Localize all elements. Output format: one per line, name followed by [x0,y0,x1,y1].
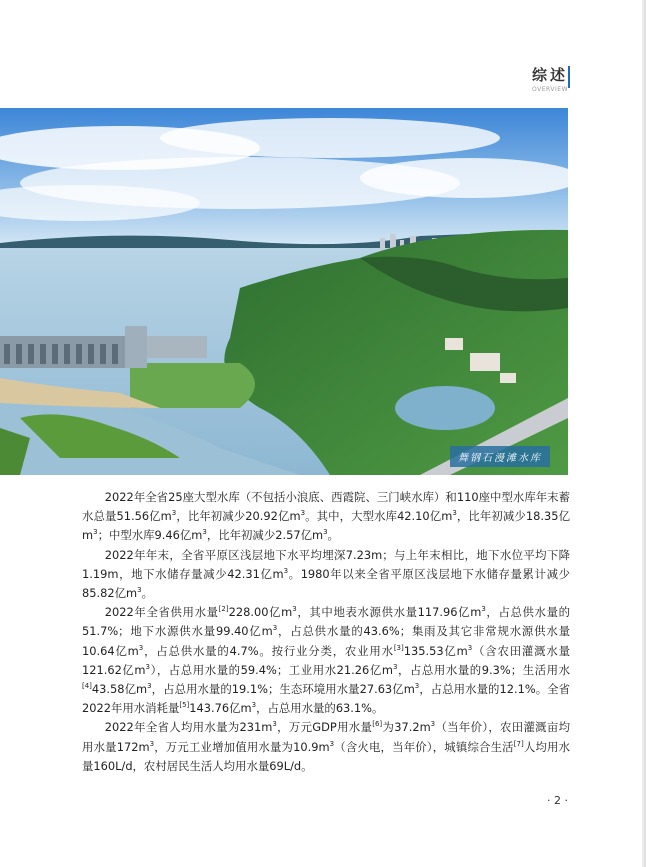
section-title: 综述 [531,66,568,84]
text-span: 2022年年末，全省平原区浅层地下水平均埋深7.23m；与上年末相比，地下水位平均下降1.19m，地下水储存量减少42.31亿m [82,547,570,581]
paragraph-water-supply [82,603,570,718]
text-span: ，占总用水量的19.1%；生态环境用水量27.63亿m [151,682,415,697]
superscript: 3 [251,701,257,710]
text-span: ，比年初减少18.35亿m [82,509,570,543]
text-span: ，占总用水量的9.3%；生活用水 [397,662,570,677]
text-span: ，比年初减少2.57亿m [206,528,324,543]
superscript: 3 [137,586,142,595]
footnote-ref[interactable]: [3] [393,643,404,652]
text-span: ，占总供水量的51.7%；地下水源供水量99.40亿m [82,605,571,639]
text-span: 43.58亿m [91,682,148,697]
superscript: 3 [392,663,398,672]
superscript: 3 [329,739,335,748]
footnote-ref[interactable]: [7] [513,739,524,748]
text-span: ，比年初减少20.92亿m [176,509,301,524]
superscript: 3 [292,605,297,614]
superscript: 3 [481,605,486,614]
text-span: 2022年全省人均用水量为231m [104,720,273,735]
text-span: ），占总用水量的59.4%；工业用水21.26亿m [149,662,393,677]
text-span: 。 [141,586,153,601]
text-span: 。1980年以来全省平原区浅层地下水储存量累计减少85.82亿m [82,566,570,601]
text-span: 228.00亿m [228,605,293,620]
text-span: 2022年全省25座大型水库（不包括小浪底、西霞院、三门峡水库）和110座中型水库年末蓄水总量51.56亿m [82,490,570,524]
superscript: 3 [171,509,177,518]
page-edge [642,0,646,867]
superscript: 3 [93,528,98,537]
footnote-ref[interactable]: [6] [372,720,383,729]
text-span: ，占总供水量的43.6%；集雨及其它非常规水源供水量10.64亿m [82,624,570,658]
text-span: 。其中，大型水库42.10亿m [305,509,453,524]
text-span: 2022年全省供用水量 [104,605,219,620]
superscript: 3 [467,643,473,652]
text-span: 。 [327,528,339,543]
text-span: ，万元GDP用水量 [276,720,373,735]
header-accent-bar [568,66,570,88]
superscript: 3 [272,720,277,729]
text-span: ，万元工业增加值用水量为10.9m [154,739,330,754]
superscript: 3 [272,624,278,633]
text-span: ，占总供水量的4.7%。按行业分类，农业用水 [143,643,394,658]
superscript: 3 [283,567,289,576]
text-span: 为37.2m [382,720,431,735]
footnote-ref[interactable]: [4] [82,682,92,691]
text-span: 人均用水量160L/d，农村居民生活人均用水量69L/d。 [82,739,570,773]
text-span: ，占总用水量的12.1%。全省2022年用水消耗量 [82,682,570,716]
footnote-ref[interactable]: [2] [218,605,229,614]
paragraph-reservoir-storage [82,488,570,546]
body-text [82,488,570,776]
superscript: 3 [323,528,328,537]
superscript: 3 [202,528,207,537]
paragraph-groundwater [82,546,570,604]
text-span: （含农田灌溉水量121.62亿m [82,643,570,677]
section-header [532,64,568,93]
text-span: （含火电，当年价），城镇综合生活 [334,739,514,754]
superscript: 3 [149,739,155,748]
text-span: 143.76亿m [189,701,252,716]
text-span: 135.53亿m [403,643,468,658]
superscript: 3 [414,682,420,691]
reservoir-photo [0,108,568,475]
superscript: 3 [300,509,306,518]
photo-caption: 舞钢石漫滩水库 [450,446,550,467]
superscript: 3 [147,682,152,691]
text-span: ，占总用水量的63.1%。 [256,701,384,716]
text-span: （当年价），农田灌溉亩均用水量172m [82,720,571,754]
superscript: 3 [452,509,457,518]
footnote-ref[interactable]: [5] [179,701,190,710]
superscript: 3 [138,643,144,652]
text-span: ，其中地表水源供水量117.96亿m [296,605,482,620]
superscript: 3 [145,663,150,672]
page-number: · 2 · [547,794,568,807]
text-span: ；中型水库9.46亿m [97,528,203,543]
reservoir-illustration [0,108,568,475]
superscript: 3 [430,720,436,729]
section-subtitle: OVERVIEW [532,86,568,93]
paragraph-per-capita-use [82,718,570,776]
